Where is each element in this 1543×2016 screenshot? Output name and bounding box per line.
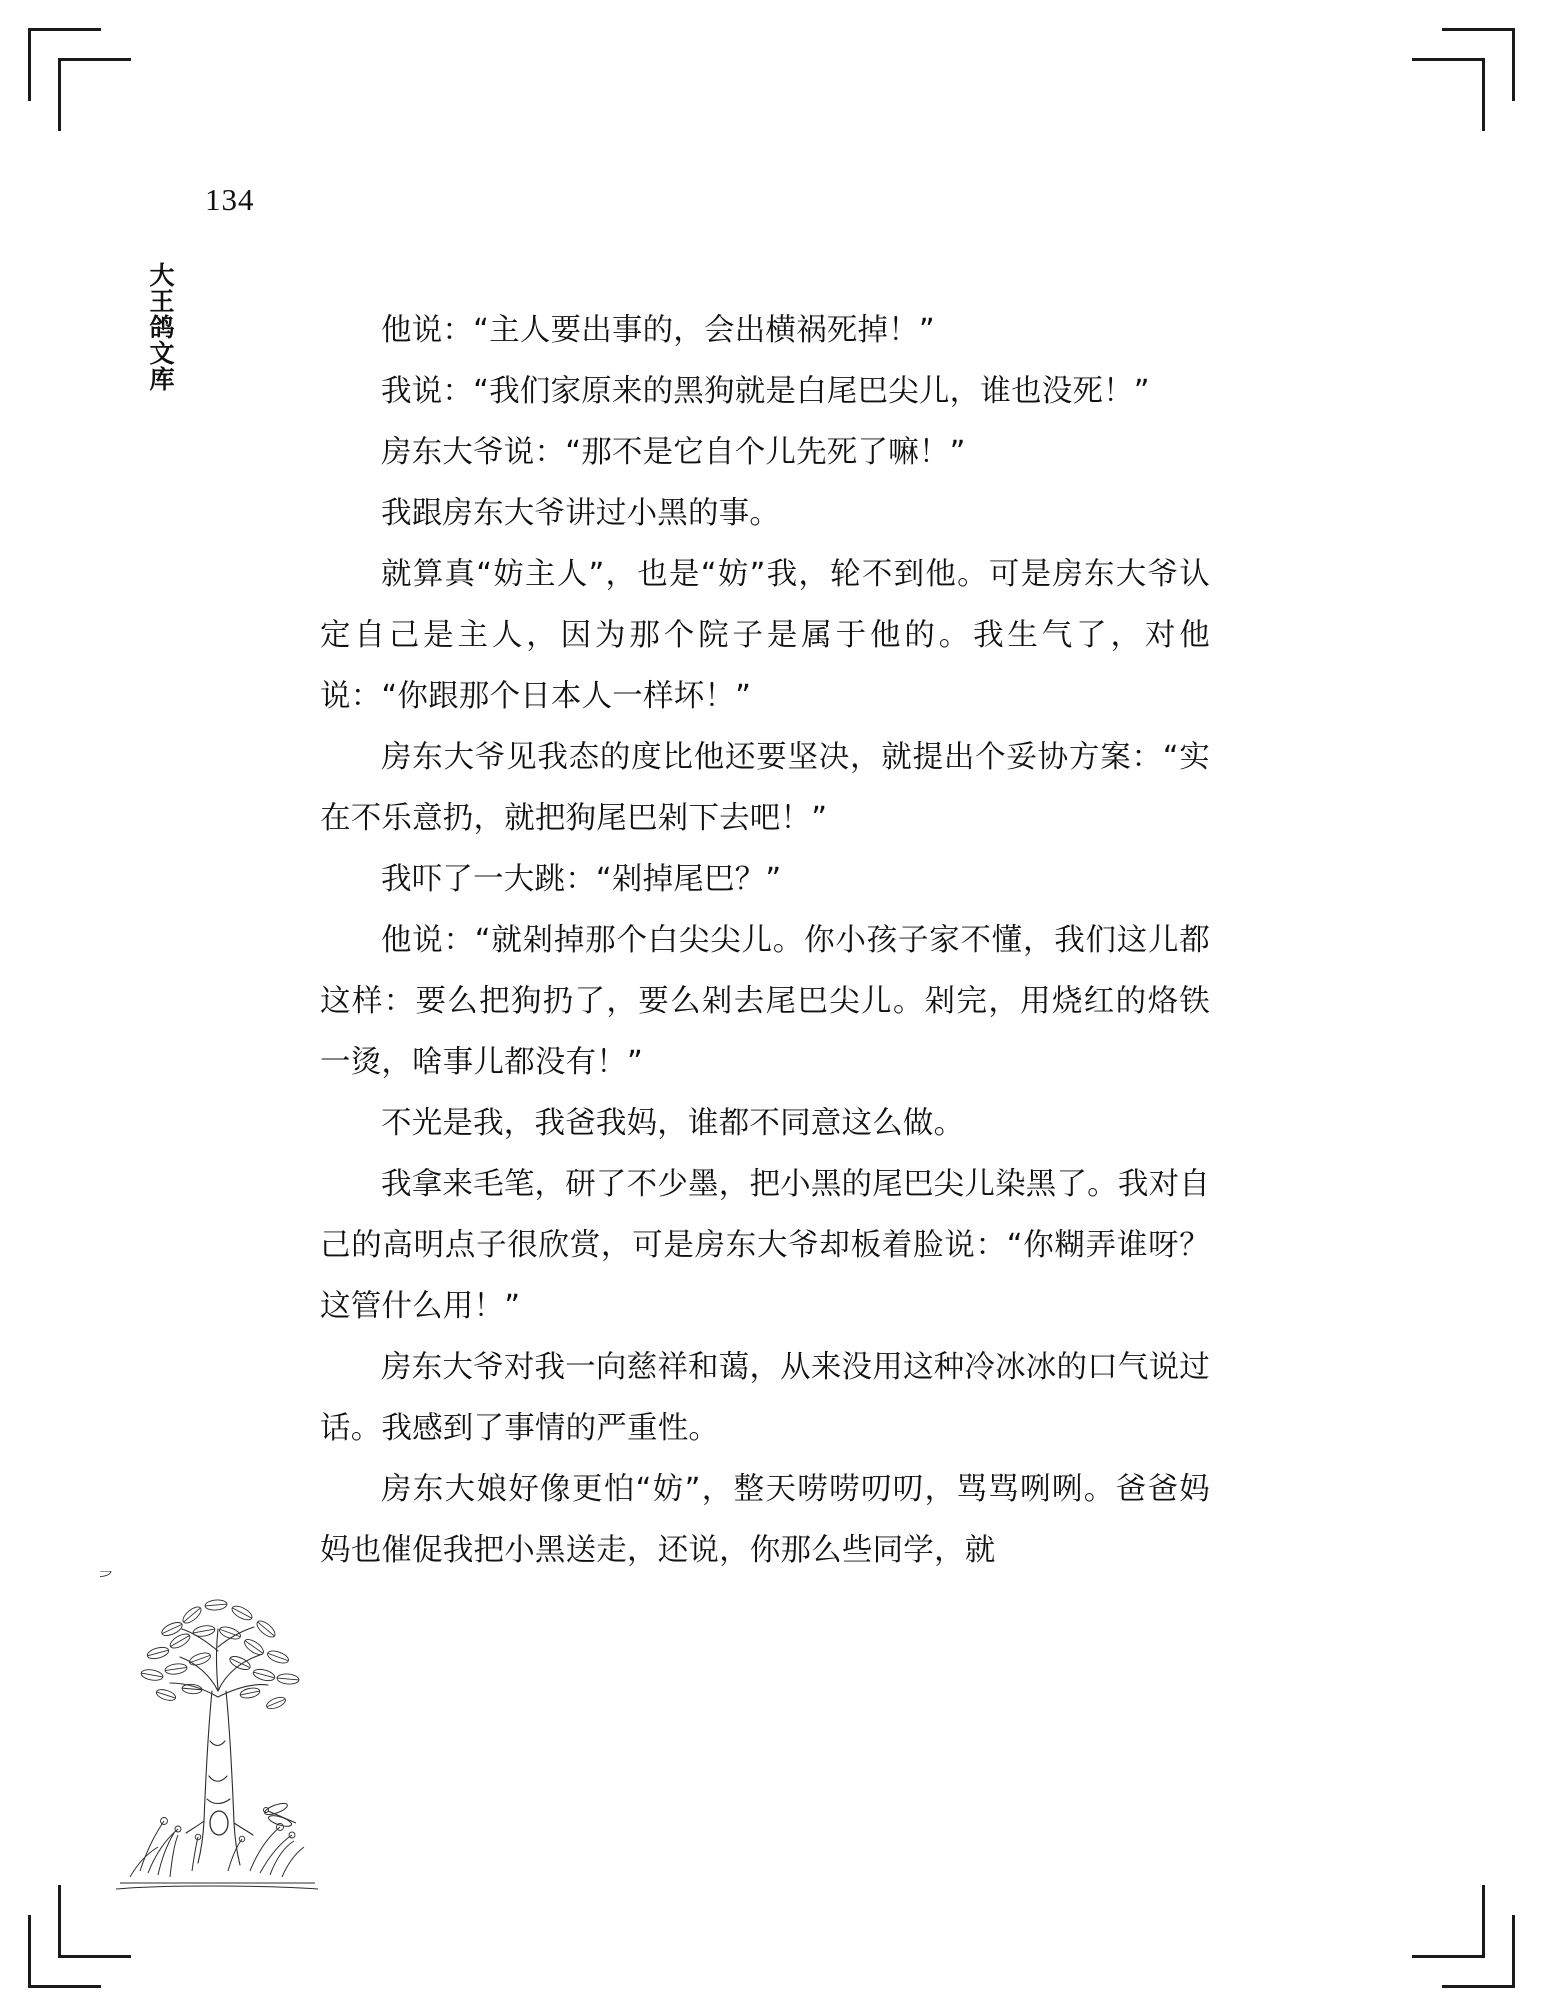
paragraph: 他说：“就剁掉那个白尖尖儿。你小孩子家不懂，我们这儿都这样：要么把狗扔了，要么剁去尾巴尖儿。剁完，用烧红的烙铁一烫，啥事儿都没有！” — [320, 923, 1210, 1080]
paragraph: 他说：“主人要出事的，会出横祸死掉！” — [381, 313, 935, 348]
paragraph: 不光是我，我爸我妈，谁都不同意这么做。 — [381, 1106, 965, 1141]
paragraph: 我跟房东大爷讲过小黑的事。 — [381, 496, 781, 531]
tree-with-grass-and-dragonfly-drawing — [100, 1571, 335, 1901]
paragraph: 房东大爷对我一向慈祥和蔼，从来没用这种冷冰冰的口气说过话。我感到了事情的严重性。 — [320, 1350, 1210, 1446]
paragraph: 我说：“我们家原来的黑狗就是白尾巴尖儿，谁也没死！” — [381, 374, 1150, 409]
paragraph: 房东大爷说：“那不是它自个儿先死了嘛！” — [381, 435, 966, 470]
paragraph: 房东大爷见我态的度比他还要坚决，就提出个妥协方案：“实在不乐意扔，就把狗尾巴剁下去吧！” — [320, 740, 1210, 836]
crop-mark-top-right-inner — [1412, 58, 1485, 131]
paragraph: 我拿来毛笔，研了不少墨，把小黑的尾巴尖儿染黑了。我对自己的高明点子很欣赏，可是房东大爷却板着脸说：“你糊弄谁呀？这管什么用！” — [320, 1167, 1210, 1324]
paragraph: 就算真“妨主人”，也是“妨”我，轮不到他。可是房东大爷认定自己是主人，因为那个院子是属于他的。我生气了，对他说：“你跟那个日本人一样坏！” — [320, 557, 1210, 714]
series-label: 大王鸽文库 — [146, 262, 175, 392]
body-text — [320, 300, 1210, 1581]
paragraph: 房东大娘好像更怕“妨”，整天唠唠叨叨，骂骂咧咧。爸爸妈妈也催促我把小黑送走，还说，你那么些同学，就 — [320, 1472, 1210, 1568]
crop-mark-bottom-right-inner — [1412, 1885, 1485, 1958]
page-number: 134 — [205, 182, 255, 217]
crop-mark-top-left-inner — [58, 58, 131, 131]
paragraph: 我吓了一大跳：“剁掉尾巴？” — [381, 862, 782, 897]
